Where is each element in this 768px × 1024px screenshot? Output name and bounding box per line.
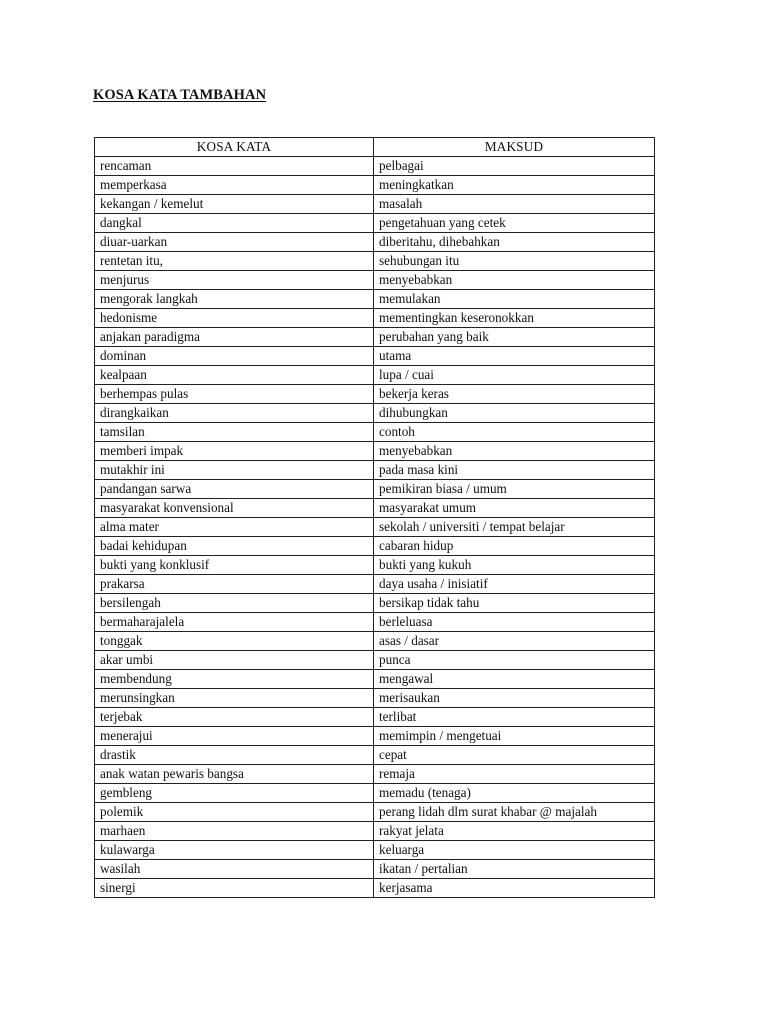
meaning-cell: pemikiran biasa / umum [374, 480, 655, 499]
table-row [95, 556, 655, 575]
meaning-cell: asas / dasar [374, 632, 655, 651]
term-cell: anak watan pewaris bangsa [95, 765, 374, 784]
table-row [95, 765, 655, 784]
term-cell: diuar-uarkan [95, 233, 374, 252]
table-row [95, 594, 655, 613]
term-cell: drastik [95, 746, 374, 765]
meaning-cell: cepat [374, 746, 655, 765]
term-cell: tamsilan [95, 423, 374, 442]
table-row [95, 385, 655, 404]
term-cell: kekangan / kemelut [95, 195, 374, 214]
header-kosa-kata: KOSA KATA [95, 138, 374, 157]
table-row [95, 480, 655, 499]
meaning-cell: remaja [374, 765, 655, 784]
meaning-cell: keluarga [374, 841, 655, 860]
meaning-cell: masalah [374, 195, 655, 214]
table-row [95, 670, 655, 689]
meaning-cell: sehubungan itu [374, 252, 655, 271]
table-row [95, 347, 655, 366]
meaning-cell: memulakan [374, 290, 655, 309]
meaning-cell: pada masa kini [374, 461, 655, 480]
meaning-cell: cabaran hidup [374, 537, 655, 556]
meaning-cell: masyarakat umum [374, 499, 655, 518]
term-cell: akar umbi [95, 651, 374, 670]
term-cell: menerajui [95, 727, 374, 746]
table-row [95, 404, 655, 423]
term-cell: dangkal [95, 214, 374, 233]
table-row [95, 746, 655, 765]
term-cell: anjakan paradigma [95, 328, 374, 347]
meaning-cell: merisaukan [374, 689, 655, 708]
term-cell: bukti yang konklusif [95, 556, 374, 575]
meaning-cell: memimpin / mengetuai [374, 727, 655, 746]
term-cell: memberi impak [95, 442, 374, 461]
table-header-row [95, 138, 655, 157]
table-row [95, 727, 655, 746]
table-row [95, 708, 655, 727]
meaning-cell: daya usaha / inisiatif [374, 575, 655, 594]
term-cell: dominan [95, 347, 374, 366]
table-row [95, 518, 655, 537]
meaning-cell: menyebabkan [374, 271, 655, 290]
meaning-cell: meningkatkan [374, 176, 655, 195]
term-cell: hedonisme [95, 309, 374, 328]
table-row [95, 157, 655, 176]
table-row [95, 309, 655, 328]
term-cell: masyarakat konvensional [95, 499, 374, 518]
meaning-cell: contoh [374, 423, 655, 442]
header-maksud: MAKSUD [374, 138, 655, 157]
table-row [95, 233, 655, 252]
table-row [95, 784, 655, 803]
table-row [95, 290, 655, 309]
term-cell: alma mater [95, 518, 374, 537]
vocabulary-table [94, 137, 655, 898]
meaning-cell: lupa / cuai [374, 366, 655, 385]
meaning-cell: memadu (tenaga) [374, 784, 655, 803]
term-cell: rentetan itu, [95, 252, 374, 271]
term-cell: wasilah [95, 860, 374, 879]
term-cell: rencaman [95, 157, 374, 176]
term-cell: marhaen [95, 822, 374, 841]
term-cell: pandangan sarwa [95, 480, 374, 499]
table-row [95, 195, 655, 214]
term-cell: mutakhir ini [95, 461, 374, 480]
meaning-cell: diberitahu, dihebahkan [374, 233, 655, 252]
term-cell: tonggak [95, 632, 374, 651]
term-cell: gembleng [95, 784, 374, 803]
meaning-cell: berleluasa [374, 613, 655, 632]
meaning-cell: utama [374, 347, 655, 366]
term-cell: terjebak [95, 708, 374, 727]
meaning-cell: bekerja keras [374, 385, 655, 404]
table-row [95, 575, 655, 594]
table-row [95, 651, 655, 670]
meaning-cell: kerjasama [374, 879, 655, 898]
table-row [95, 822, 655, 841]
table-body [95, 157, 655, 898]
term-cell: merunsingkan [95, 689, 374, 708]
term-cell: kealpaan [95, 366, 374, 385]
table-row [95, 803, 655, 822]
term-cell: mengorak langkah [95, 290, 374, 309]
table-row [95, 841, 655, 860]
table-row [95, 176, 655, 195]
meaning-cell: terlibat [374, 708, 655, 727]
meaning-cell: mengawal [374, 670, 655, 689]
table-row [95, 328, 655, 347]
table-row [95, 252, 655, 271]
meaning-cell: pengetahuan yang cetek [374, 214, 655, 233]
meaning-cell: dihubungkan [374, 404, 655, 423]
term-cell: polemik [95, 803, 374, 822]
term-cell: kulawarga [95, 841, 374, 860]
term-cell: berhempas pulas [95, 385, 374, 404]
meaning-cell: mementingkan keseronokkan [374, 309, 655, 328]
term-cell: dirangkaikan [95, 404, 374, 423]
table-row [95, 613, 655, 632]
table-row [95, 879, 655, 898]
meaning-cell: punca [374, 651, 655, 670]
meaning-cell: menyebabkan [374, 442, 655, 461]
meaning-cell: perang lidah dlm surat khabar @ majalah [374, 803, 655, 822]
meaning-cell: pelbagai [374, 157, 655, 176]
term-cell: bersilengah [95, 594, 374, 613]
table-row [95, 499, 655, 518]
term-cell: prakarsa [95, 575, 374, 594]
table-row [95, 461, 655, 480]
meaning-cell: sekolah / universiti / tempat belajar [374, 518, 655, 537]
table-row [95, 442, 655, 461]
meaning-cell: bukti yang kukuh [374, 556, 655, 575]
term-cell: membendung [95, 670, 374, 689]
term-cell: sinergi [95, 879, 374, 898]
table-row [95, 366, 655, 385]
table-row [95, 537, 655, 556]
table-row [95, 632, 655, 651]
table-row [95, 689, 655, 708]
term-cell: menjurus [95, 271, 374, 290]
table-row [95, 271, 655, 290]
meaning-cell: rakyat jelata [374, 822, 655, 841]
term-cell: badai kehidupan [95, 537, 374, 556]
table-row [95, 860, 655, 879]
table-row [95, 423, 655, 442]
meaning-cell: bersikap tidak tahu [374, 594, 655, 613]
term-cell: bermaharajalela [95, 613, 374, 632]
table-row [95, 214, 655, 233]
meaning-cell: perubahan yang baik [374, 328, 655, 347]
meaning-cell: ikatan / pertalian [374, 860, 655, 879]
term-cell: memperkasa [95, 176, 374, 195]
document-title: KOSA KATA TAMBAHAN [93, 87, 267, 103]
